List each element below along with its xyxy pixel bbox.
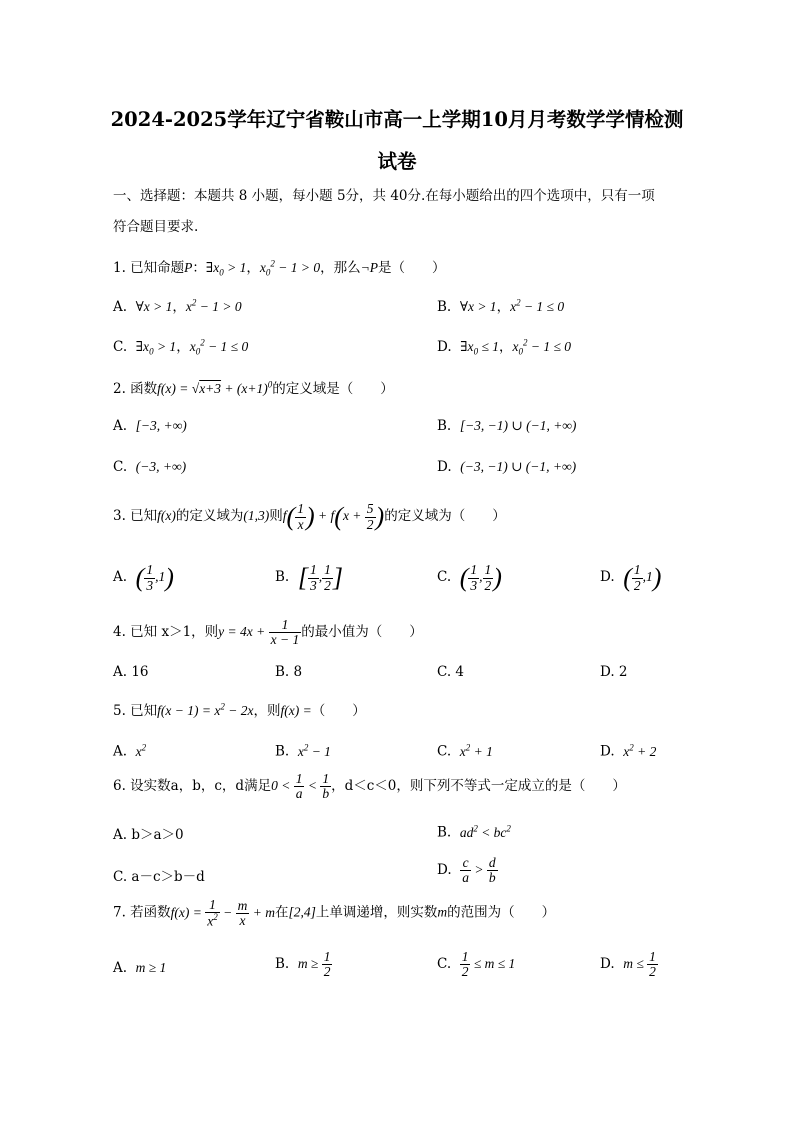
question-6-stem: 6. 设实数a，b，c，d满足0 < $\frac{1}{a}$ < $\frac{1}{b}$ ，d＜c＜0，则下列不等式一定成立的是（ ） [113,771,626,802]
question-2-option-a[interactable]: A. [−3, +∞) [113,418,187,434]
math-expr: $x_0^2 - 1 \le 0$ [189,337,249,357]
paper-title-line2: 试卷 [377,150,417,173]
question-6-option-c[interactable]: C. a－c＞b－d [113,869,205,885]
section-instruction-line1: 一、选择题：本题共 8 小题，每小题 5分，共 40分.在每小题给出的四个选项中，只有一项 [113,188,655,204]
question-5-option-b[interactable]: B. $x^2 - 1$ [275,742,331,760]
question-5-option-d[interactable]: D. $x^2 + 2$ [600,742,657,760]
question-1-option-a[interactable]: A. ∀x > 1，$x^2 - 1 > 0$ [113,297,242,315]
math-expr: $x^2 - 1 > 0$ [185,297,242,314]
section-instruction-line2: 符合题目要求. [113,219,199,235]
math-expr: (1,3) [243,508,270,524]
math-expr: $x^2 + 2$ [623,742,657,759]
question-6-option-d[interactable]: D. $\frac{c}{a}$ > $\frac{d}{b}$ [437,855,496,886]
question-1-option-d[interactable]: D. $\exists x_0 \le 1$，$x_0^2 - 1 \le 0$ [437,337,572,357]
math-expr: m ≥ $\frac{1}{2}$ [297,949,331,980]
question-7-option-c[interactable]: C. $\frac{1}{2}$ ≤ m ≤ 1 [437,949,516,980]
question-4-option-a[interactable]: A. 16 [113,664,149,680]
math-expr: [−3, −1) ∪ (−1, +∞) [459,418,577,433]
math-expr: m ≤ $\frac{1}{2}$ [623,949,656,980]
math-expr: ¬P [360,260,378,275]
question-3-option-b[interactable]: B. [ $\frac{1}{3}$ , $\frac{1}{2}$ ] [275,562,343,593]
question-4-option-c[interactable]: C. 4 [437,664,465,680]
question-2-option-c[interactable]: C. (−3, +∞) [113,459,187,475]
math-expr: ∀x > 1 [135,299,173,314]
math-expr: $x^2$ [135,742,147,759]
question-3-option-c[interactable]: C. ( $\frac{1}{3}$ , $\frac{1}{2}$ ) [437,562,502,593]
math-expr: $x^2 - 1$ [297,742,331,759]
math-expr: 0 < $\frac{1}{a}$ < $\frac{1}{b}$ [271,771,330,802]
question-7-stem: 7. 若函数f(x) = $\frac{1}{x^2}$ − $\frac{m}{x}$ + m在[2,4]上单调递增，则实数m的范围为（ ） [113,897,556,929]
math-expr: y = 4x + $\frac{1}{x - 1}$ [218,617,300,648]
math-expr: m [437,904,448,920]
question-1-stem: 1. 已知命题P：$\exists x_0 > 1$，$x_0^2 - 1 > 0$，那么¬P是（ ） [113,258,446,278]
math-expr: ( $\frac{1}{2}$ ,1) [623,562,662,593]
question-7-option-a[interactable]: A. m ≥ 1 [113,960,167,976]
math-expr: $\exists x_0 \le 1$ [460,339,499,357]
question-3-option-a[interactable]: A. ( $\frac{1}{3}$ ,1) [113,562,174,593]
question-2-stem: 2. 函数$f(x) = √x+3 + (x+1)^0$的定义域是（ ） [113,379,394,397]
question-4-option-b[interactable]: B. 8 [275,664,303,680]
math-expr: $\frac{c}{a}$ > $\frac{d}{b}$ [462,855,496,886]
question-3-stem: 3. 已知f(x)的定义域为(1,3)则f( $\frac{1}{x}$ ) + f(x + $\frac{5}{2}$ )的定义域为（ ） [113,501,506,532]
question-4-option-d[interactable]: D. 2 [600,664,628,680]
paper-title-line1: 2024-2025学年辽宁省鞍山市高一上学期10月月考数学学情检测 [110,108,684,131]
question-5-option-a[interactable]: A. $x^2$ [113,742,147,760]
math-expr: $x^2 + 1$ [459,742,493,759]
math-expr: m ≥ 1 [135,960,167,975]
math-expr: [2,4] [288,904,316,920]
math-expr: ∀x > 1 [459,299,497,314]
question-5-stem: 5. 已知$f(x - 1) = x^2 - 2x$，则f(x) =（ ） [113,701,366,719]
question-2-option-b[interactable]: B. [−3, −1) ∪ (−1, +∞) [437,418,577,434]
math-expr: (−3, −1) ∪ (−1, +∞) [460,459,577,474]
math-expr: $ad^2 < bc^2$ [459,823,511,840]
math-expr: (−3, +∞) [135,459,187,474]
math-expr: ( $\frac{1}{3}$ ,1) [135,562,174,593]
math-expr: $\frac{1}{2}$ ≤ m ≤ 1 [461,949,516,980]
question-1-option-c[interactable]: C. $\exists x_0 > 1$，$x_0^2 - 1 \le 0$ [113,337,249,357]
math-expr: $f(x) = √x+3 + (x+1)^0$ [157,379,273,396]
math-expr: f(x) = [280,703,312,718]
question-5-option-c[interactable]: C. $x^2 + 1$ [437,742,493,760]
question-7-option-b[interactable]: B. m ≥ $\frac{1}{2}$ [275,949,331,980]
math-expr: $x_0^2 - 1 > 0$ [259,258,321,278]
question-1-option-b[interactable]: B. ∀x > 1，$x^2 - 1 \le 0$ [437,297,565,315]
math-expr: $x^2 - 1 \le 0$ [510,297,565,314]
math-expr: [ $\frac{1}{3}$ , $\frac{1}{2}$ ] [297,562,343,593]
math-expr: [−3, +∞) [135,418,187,433]
question-7-option-d[interactable]: D. m ≤ $\frac{1}{2}$ [600,949,656,980]
math-expr: $\exists x_0 > 1$ [135,339,177,357]
question-4-stem: 4. 已知 x＞1，则y = 4x + $\frac{1}{x - 1}$ 的最小值为（ ） [113,617,423,648]
math-expr: $f(x - 1) = x^2 - 2x$ [157,701,254,718]
math-expr: f( $\frac{1}{x}$ ) + f(x + $\frac{5}{2}$ ) [282,501,385,532]
math-expr: ( $\frac{1}{3}$ , $\frac{1}{2}$ ) [459,562,502,593]
math-expr: f(x) = $\frac{1}{x^2}$ − $\frac{m}{x}$ + m [170,897,275,929]
question-6-option-a[interactable]: A. b＞a＞0 [113,827,184,843]
math-expr: f(x) [157,508,176,524]
math-expr: $\exists x_0 > 1$ [205,260,247,278]
math-expr: $x_0^2 - 1 \le 0$ [512,337,572,357]
question-3-option-d[interactable]: D. ( $\frac{1}{2}$ ,1) [600,562,662,593]
question-6-option-b[interactable]: B. $ad^2 < bc^2$ [437,823,511,841]
math-expr: P [184,260,193,275]
question-2-option-d[interactable]: D. (−3, −1) ∪ (−1, +∞) [437,459,577,475]
